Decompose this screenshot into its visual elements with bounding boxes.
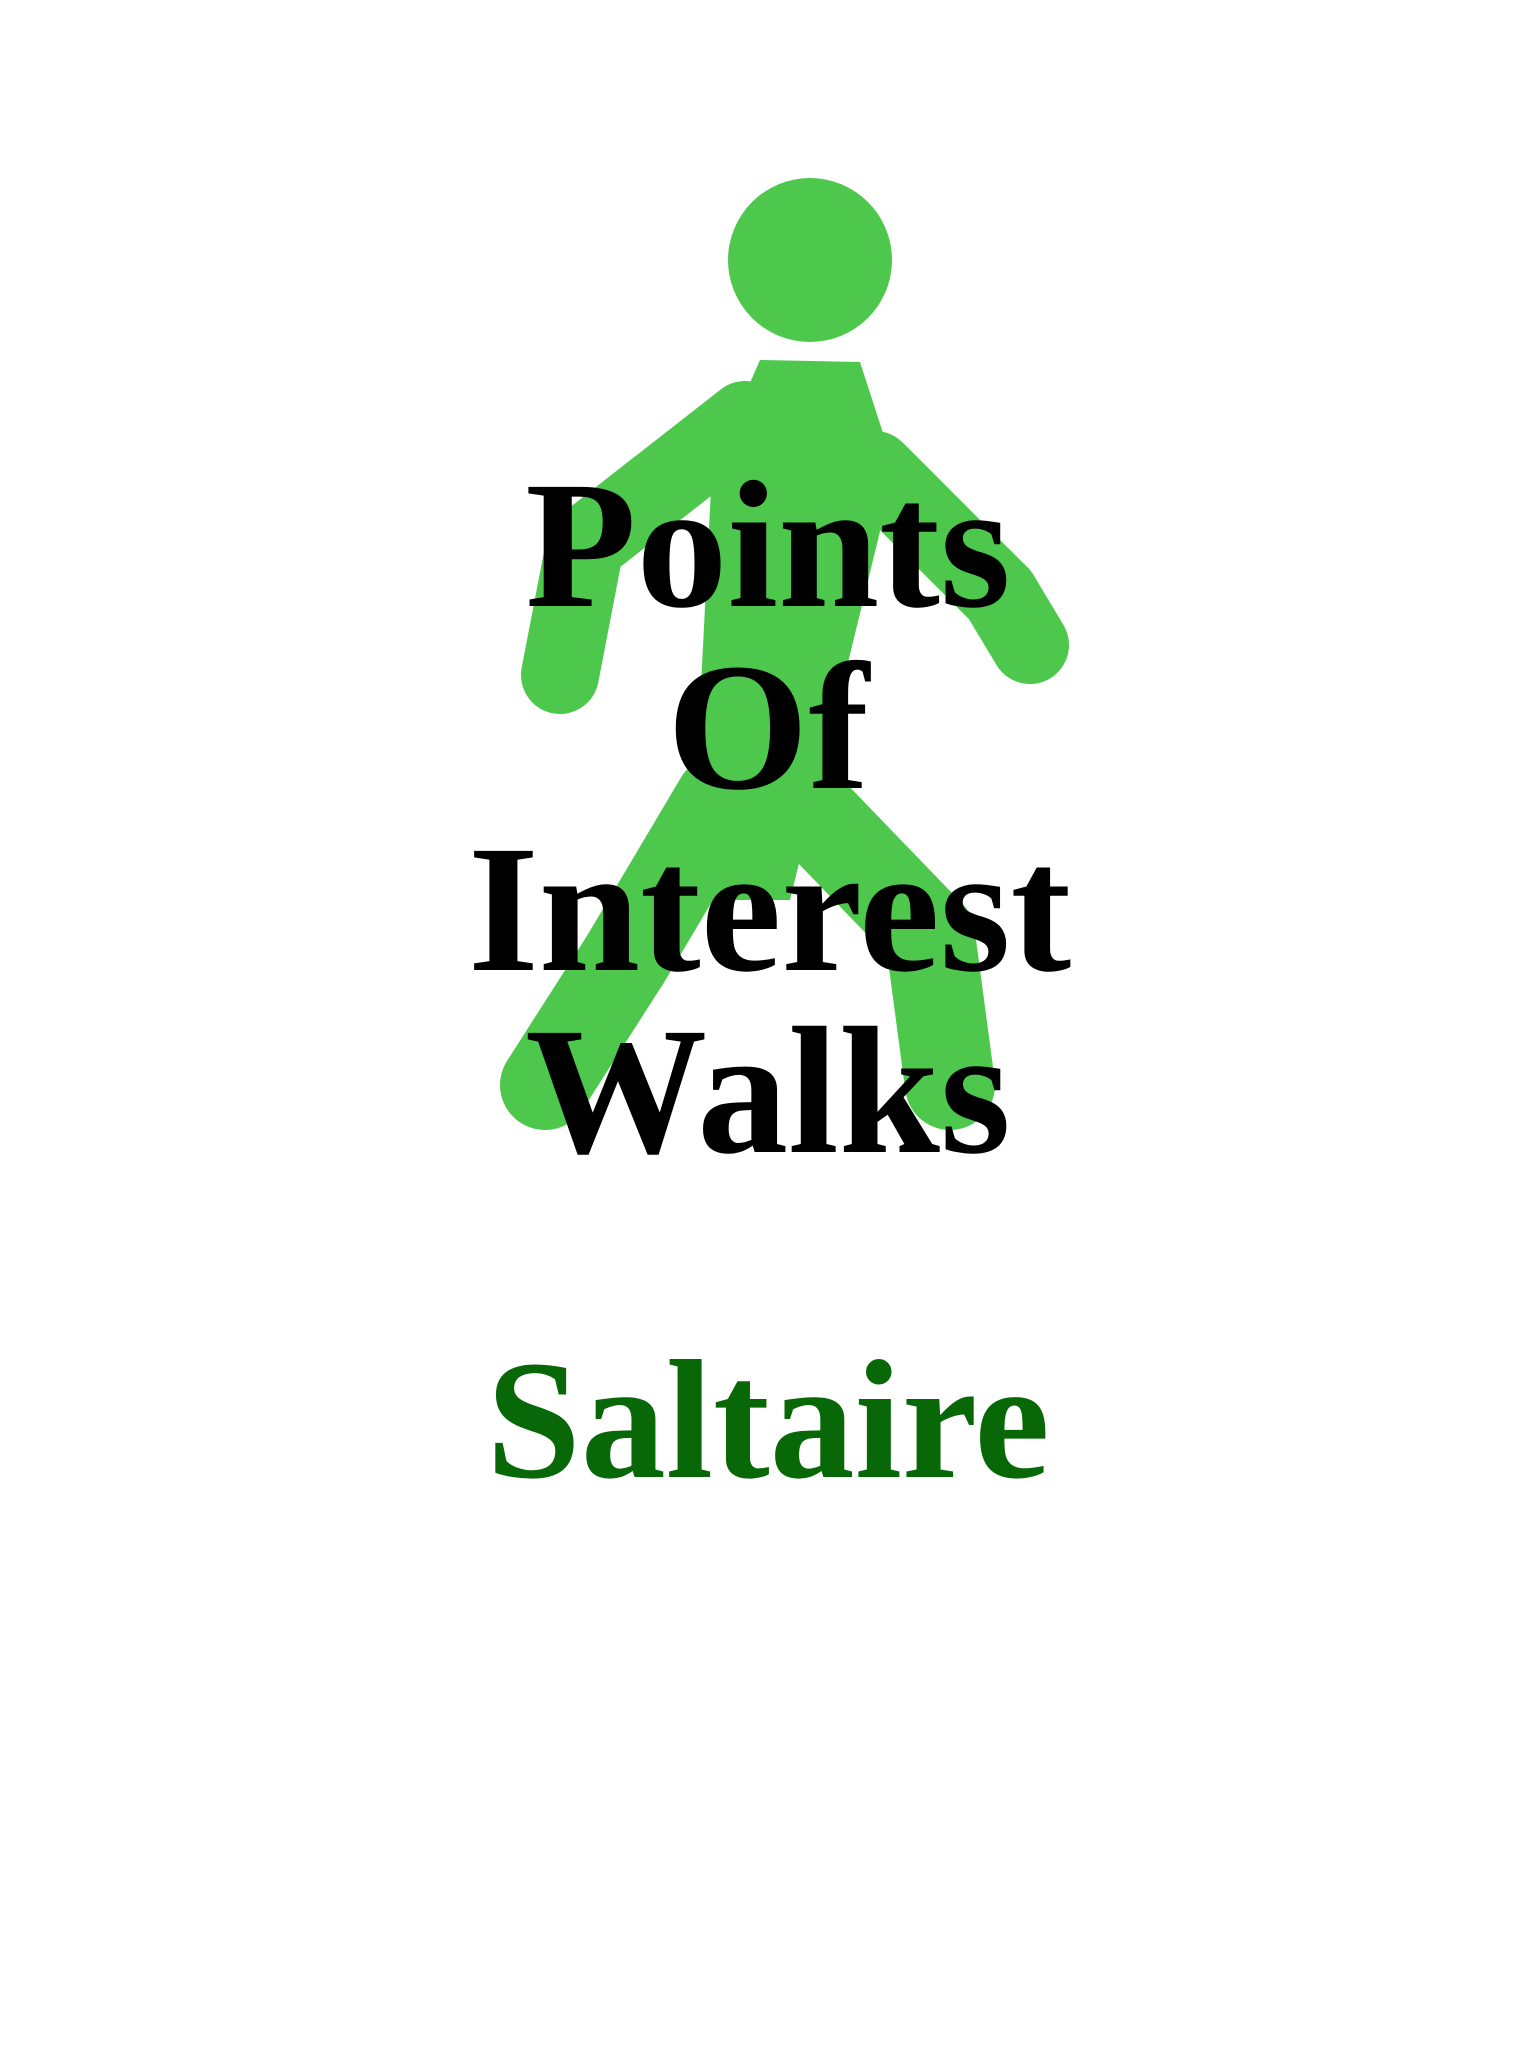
title-line-interest: Interest bbox=[468, 809, 1072, 1010]
title-line-of: Of bbox=[666, 627, 870, 828]
cover-title bbox=[468, 445, 1072, 1192]
location-subtitle: Saltaire bbox=[486, 1326, 1050, 1514]
title-line-points: Points bbox=[525, 445, 1011, 646]
title-line-walks: Walks bbox=[525, 991, 1011, 1192]
